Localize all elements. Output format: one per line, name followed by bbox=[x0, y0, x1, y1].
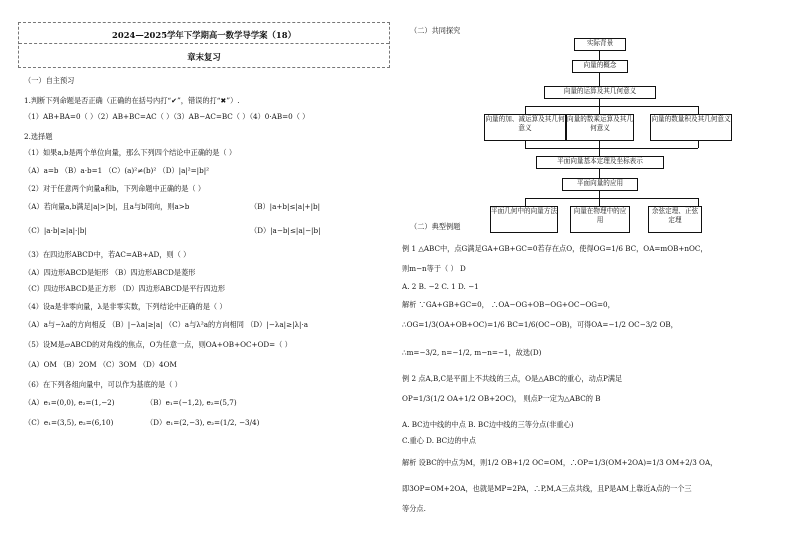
right-column bbox=[402, 22, 778, 542]
question-2-5-options: （A）OM （B）2OM （C）3OM （D）4OM bbox=[24, 360, 177, 369]
left-column bbox=[18, 22, 388, 538]
connector bbox=[525, 106, 526, 114]
question-2-3: （3）在四边形ABCD中，若AC=AB+AD，则（ ） bbox=[24, 250, 191, 259]
connector bbox=[525, 148, 698, 149]
flow-node-concept: 向量的概念 bbox=[572, 60, 628, 73]
example-1-options: A. 2 B. −2 C. 1 D. −1 bbox=[402, 282, 479, 291]
connector bbox=[525, 198, 526, 206]
question-2-1: （1）如果a,b是两个单位向量，那么下列四个结论中正确的是（ ） bbox=[24, 148, 237, 157]
question-2-4-options: （A）a与−λa的方向相反 （B）|−λa|≥|a| （C）a与λ²a的方向相同 （D）|−λa|≥|λ|·a bbox=[24, 320, 309, 329]
solution-2-c: 等分点. bbox=[402, 504, 426, 513]
connector bbox=[599, 198, 600, 206]
solution-1-c: ∴m=−3/2, n=−1/2, m−n=−1，故选(D) bbox=[402, 348, 542, 357]
example-1: 例 1 △ABC中，点G满足GA+GB+GC=0若存在点O，使得OG=1/6 BC，OA=mOB+nOC， bbox=[402, 244, 708, 253]
question-2-6-option-d: （D）e₁=(2,−3), e₂=(1/2, −3/4) bbox=[146, 418, 260, 427]
flow-node-add-sub: 向量的加、减运算及其几何意义 bbox=[484, 114, 566, 141]
flow-node-operations: 向量的运算及其几何意义 bbox=[544, 86, 656, 99]
flow-node-dot-product: 向量的数量积及其几何意义 bbox=[650, 114, 732, 141]
flow-node-scalar: 向量的数乘运算及其几何意义 bbox=[566, 114, 634, 141]
question-2-4: （4）设a是非零向量，λ是非零实数，下列结论中正确的是（ ） bbox=[24, 302, 227, 311]
connector bbox=[599, 72, 600, 86]
question-1-items: （1）AB+BA=0（ ）（2）AB+BC=AC（ ）（3）AB−AC=BC（ ）（4）0·AB=0（ ） bbox=[24, 112, 310, 121]
question-2-2-option-a: （A）若向量a,b满足|a|>|b|，且a与b同向，则a>b bbox=[24, 202, 190, 211]
question-2-6-option-b: （B）e₁=(−1,2), e₂=(5,7) bbox=[146, 398, 237, 407]
example-2-line-2: OP=1/3(1/2 OA+1/2 OB+2OC)， 则点P一定为△ABC的 B bbox=[402, 394, 601, 403]
section-heading-examples: （二）典型例题 bbox=[410, 222, 461, 231]
example-2-options-ab: A. BC边中线的中点 B. BC边中线的三等分点(非重心) bbox=[402, 420, 574, 429]
question-2: 2.选择题 bbox=[24, 132, 53, 141]
connector bbox=[599, 50, 600, 60]
connector bbox=[599, 148, 600, 156]
question-2-2-option-b: （B）|a+b|≤|a|+|b| bbox=[250, 202, 321, 211]
question-2-6-option-a: （A）e₁=(0,0), e₂=(1,−2) bbox=[24, 398, 115, 407]
question-1: 1.判断下列命题是否正确（正确的在括号内打“✔”，错误的打“✖”）. bbox=[24, 96, 240, 105]
page-title: 2024—2025学年下学期高一数学导学案（18） bbox=[112, 30, 296, 40]
connector bbox=[525, 106, 698, 107]
left-body bbox=[18, 68, 388, 538]
header-box bbox=[18, 22, 390, 68]
connector bbox=[525, 198, 698, 199]
solution-1-a: 解析 ∵GA+GB+GC=0， ∴OA−OG+OB−OG+OC−OG=0， bbox=[402, 300, 615, 309]
question-2-2-option-c: （C）|a·b|≥|a|·|b| bbox=[24, 226, 87, 235]
question-2-1-options: （A）a=b （B）a·b=1 （C）(a)²≠(b)² （D）|a|²=|b|² bbox=[24, 166, 210, 175]
solution-2-a: 解析 设BC的中点为M，则1/2 OB+1/2 OC=OM，∴OP=1/3(OM+2OA)=1/3 OM+2/3 OA， bbox=[402, 458, 718, 467]
connector bbox=[698, 140, 699, 148]
connector bbox=[698, 106, 699, 114]
question-2-6-option-c: （C）e₁=(3,5), e₂=(6,10) bbox=[24, 418, 114, 427]
example-2: 例 2 点A,B,C是平面上不共线的三点，O是△ABC的重心，动点P满足 bbox=[402, 374, 623, 383]
solution-1-b: ∴OG=1/3(OA+OB+OC)=1/6 BC=1/6(OC−OB)，可得OA=−1/2 OC−3/2 OB， bbox=[402, 320, 678, 329]
connector bbox=[599, 168, 600, 178]
flow-node-physics: 向量在物理中的应用 bbox=[570, 206, 630, 233]
right-body bbox=[402, 22, 778, 542]
question-2-2: （2）对于任意两个向量a和b，下列命题中正确的是（ ） bbox=[24, 184, 206, 193]
connector bbox=[599, 140, 600, 148]
question-2-6: （6）在下列各组向量中，可以作为基底的是（ ） bbox=[24, 380, 182, 389]
connector bbox=[698, 198, 699, 206]
connector bbox=[599, 190, 600, 198]
question-2-3-options-ab: （A）四边形ABCD是矩形 （B）四边形ABCD是菱形 bbox=[24, 268, 196, 277]
example-1-line-2: 则m−n等于（ ） D bbox=[402, 264, 466, 273]
question-2-3-options-cd: （C）四边形ABCD是正方形 （D）四边形ABCD是平行四边形 bbox=[24, 284, 226, 293]
flow-node-basis-theorem: 平面向量基本定理及坐标表示 bbox=[536, 156, 664, 169]
solution-2-b: 即3OP=OM+2OA，也就是MP=2PA，∴P,M,A三点共线，且P是AM上靠近A点的一个三 bbox=[402, 484, 692, 493]
question-2-2-option-d: （D）|a−b|≤|a|−|b| bbox=[250, 226, 321, 235]
connector bbox=[525, 140, 526, 148]
flow-node-laws: 余弦定理、正弦定理 bbox=[648, 206, 702, 233]
flow-node-geometry: 平面几何中的向量方法 bbox=[490, 206, 558, 233]
flow-node-applications: 平面向量的应用 bbox=[562, 178, 638, 191]
example-2-options-cd: C.重心 D. BC边的中点 bbox=[402, 436, 476, 445]
connector bbox=[599, 106, 600, 114]
connector bbox=[599, 98, 600, 106]
section-heading-explore: （二）共同探究 bbox=[410, 26, 461, 35]
section-heading: （一）自主预习 bbox=[24, 76, 75, 85]
header-divider bbox=[19, 43, 389, 44]
flow-node-background: 实际背景 bbox=[574, 38, 626, 51]
page-subtitle: 章末复习 bbox=[187, 52, 221, 62]
question-2-5: （5）设M是▱ABCD的对角线的焦点，O为任意一点，则OA+OB+OC+OD=（ ） bbox=[24, 340, 292, 349]
